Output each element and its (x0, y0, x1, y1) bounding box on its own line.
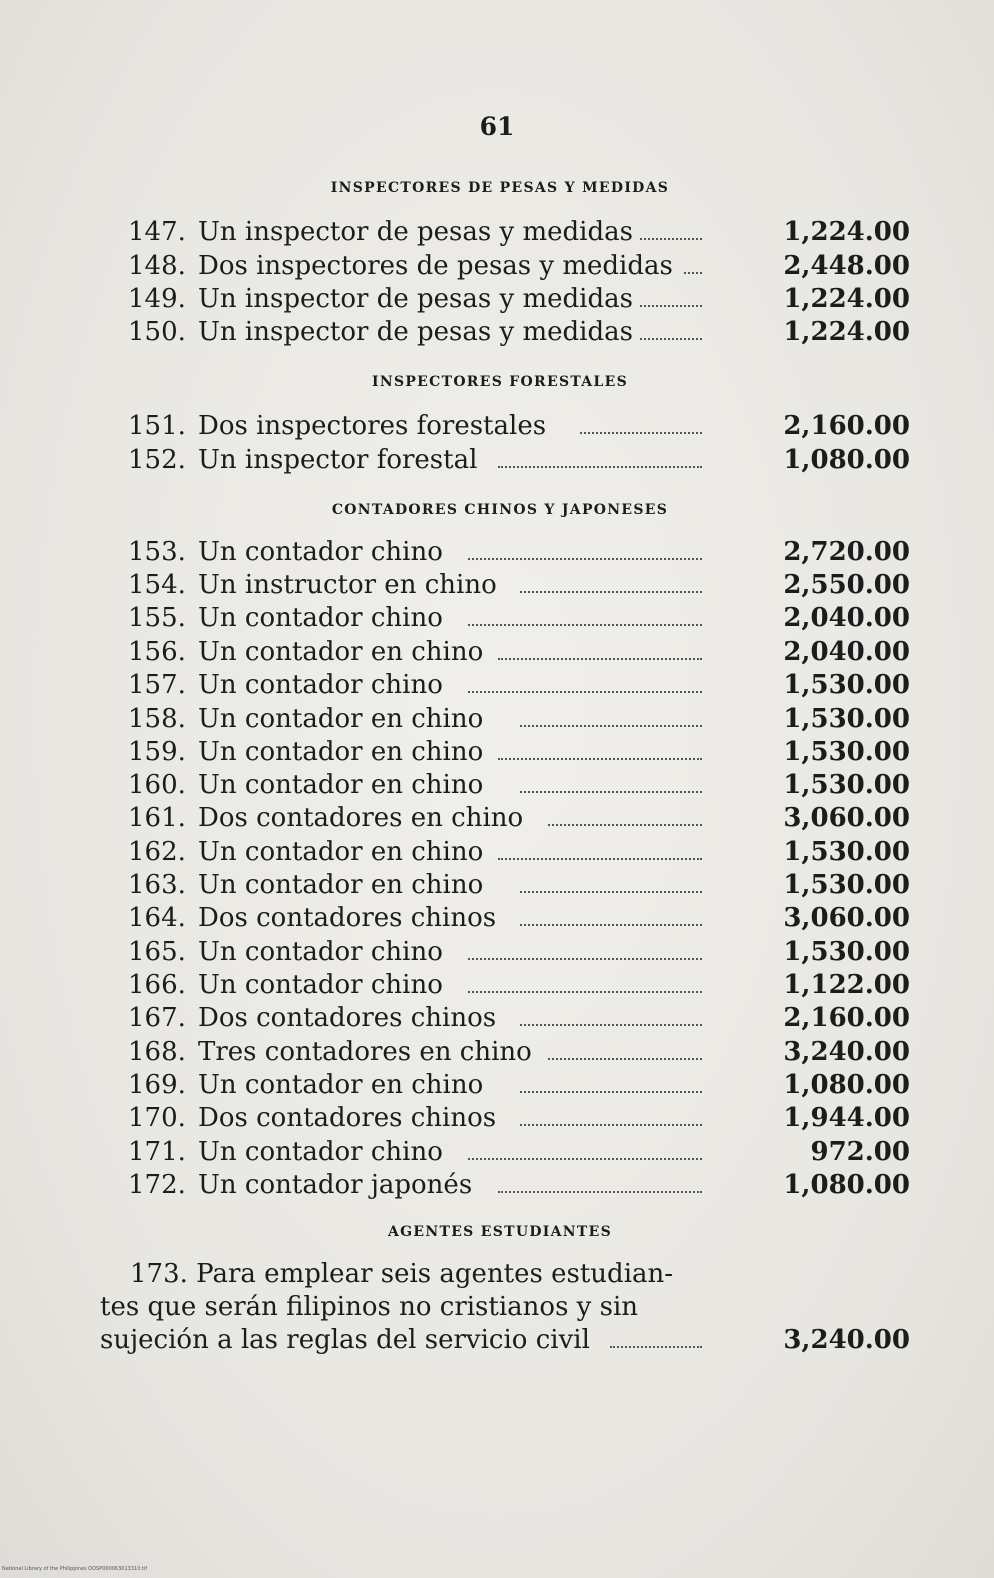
entry-row (128, 802, 910, 835)
section-heading-pesas-medidas: INSPECTORES DE PESAS Y MEDIDAS (330, 180, 670, 196)
entry-amount: 2,448.00 (783, 251, 910, 281)
entry-amount: 1,530.00 (783, 737, 910, 767)
entry-number: 160. (128, 770, 186, 800)
entry-description: Un contador en chino (198, 870, 484, 900)
entry-description: Un contador chino (198, 537, 443, 567)
entry-amount: 1,224.00 (783, 217, 910, 247)
dot-leader (498, 858, 702, 860)
entry-description: Un contador en chino (198, 1070, 484, 1100)
dot-leader (548, 824, 702, 826)
entry-row (128, 602, 910, 635)
dot-leader (468, 991, 702, 993)
paragraph-line: 173. Para emplear seis agentes estudian- (130, 1259, 674, 1289)
dot-leader (468, 958, 702, 960)
entry-row (128, 316, 910, 349)
entry-row (128, 1069, 910, 1102)
dot-leader (468, 558, 702, 560)
entry-number: 151. (128, 411, 186, 441)
dot-leader (640, 238, 702, 240)
dot-leader (610, 1346, 702, 1348)
entry-row (128, 410, 910, 443)
dot-leader (468, 1158, 702, 1160)
dot-leader (498, 758, 702, 760)
entry-amount: 1,224.00 (783, 317, 910, 347)
entry-row (128, 636, 910, 669)
dot-leader (640, 305, 702, 307)
entry-number: 165. (128, 937, 186, 967)
entry-description: Un contador en chino (198, 837, 484, 867)
entry-row (128, 669, 910, 702)
entry-number: 171. (128, 1137, 186, 1167)
entry-amount: 1,080.00 (783, 445, 910, 475)
entry-number: 167. (128, 1003, 186, 1033)
section-heading-forestales: INSPECTORES FORESTALES (372, 374, 628, 390)
entry-number: 157. (128, 670, 186, 700)
dot-leader (520, 791, 702, 793)
entry-amount: 3,060.00 (783, 803, 910, 833)
entry-row (128, 1169, 910, 1202)
entry-description: Un instructor en chino (198, 570, 497, 600)
entry-description: Un contador chino (198, 970, 443, 1000)
entry-row (128, 736, 910, 769)
entry-number: 150. (128, 317, 186, 347)
entry-description: Un contador en chino (198, 737, 484, 767)
entry-description: Un contador japonés (198, 1170, 473, 1200)
entry-description: Un inspector de pesas y medidas (198, 217, 633, 247)
entry-number: 166. (128, 970, 186, 1000)
entry-number: 170. (128, 1103, 186, 1133)
entry-row (128, 1002, 910, 1035)
entry-description: Dos contadores chinos (198, 1003, 497, 1033)
entry-row (128, 936, 910, 969)
entry-number: 149. (128, 284, 186, 314)
section-heading-agentes: AGENTES ESTUDIANTES (387, 1224, 612, 1240)
entry-row (128, 869, 910, 902)
dot-leader (520, 1124, 702, 1126)
entry-description: Un contador chino (198, 603, 443, 633)
entry-number: 147. (128, 217, 186, 247)
entry-description: Un contador en chino (198, 637, 484, 667)
entry-row (128, 569, 910, 602)
paragraph-line: sujeción a las reglas del servicio civil (100, 1325, 590, 1355)
entry-amount: 1,080.00 (783, 1170, 910, 1200)
dot-leader (498, 1191, 702, 1193)
entry-description: Dos inspectores forestales (198, 411, 547, 441)
entry-description: Un inspector forestal (198, 445, 478, 475)
entry-number: 148. (128, 251, 186, 281)
dot-leader (498, 466, 702, 468)
entry-row (128, 216, 910, 249)
dot-leader (520, 1091, 702, 1093)
entry-amount: 1,530.00 (783, 670, 910, 700)
entry-row (128, 250, 910, 283)
paragraph-line: tes que serán filipinos no cristianos y sin (100, 1292, 639, 1322)
entry-number: 164. (128, 903, 186, 933)
entry-description: Un contador chino (198, 1137, 443, 1167)
entry-amount: 2,550.00 (783, 570, 910, 600)
page-number: 61 (479, 112, 515, 141)
dot-leader (498, 658, 702, 660)
entry-row (128, 969, 910, 1002)
entry-description: Un contador chino (198, 670, 443, 700)
entry-number: 158. (128, 704, 186, 734)
entry-amount: 1,530.00 (783, 870, 910, 900)
dot-leader (684, 272, 702, 274)
entry-description: Un inspector de pesas y medidas (198, 317, 633, 347)
dot-leader (548, 1058, 702, 1060)
entry-number: 161. (128, 803, 186, 833)
dot-leader (520, 725, 702, 727)
entry-row (128, 769, 910, 802)
entry-description: Un contador en chino (198, 770, 484, 800)
entry-number: 172. (128, 1170, 186, 1200)
entry-description: Tres contadores en chino (198, 1037, 532, 1067)
entry-number: 156. (128, 637, 186, 667)
entry-amount: 1,122.00 (783, 970, 910, 1000)
entry-number: 152. (128, 445, 186, 475)
entry-amount: 2,160.00 (783, 1003, 910, 1033)
dot-leader (520, 924, 702, 926)
entry-number: 154. (128, 570, 186, 600)
entry-amount: 1,530.00 (783, 704, 910, 734)
entry-amount: 1,530.00 (783, 770, 910, 800)
entry-description: Dos contadores chinos (198, 1103, 497, 1133)
entry-description: Un inspector de pesas y medidas (198, 284, 633, 314)
entry-row (128, 536, 910, 569)
entry-description: Un contador en chino (198, 704, 484, 734)
entry-number: 169. (128, 1070, 186, 1100)
dot-leader (580, 432, 702, 434)
entry-amount: 1,224.00 (783, 284, 910, 314)
entry-amount: 3,240.00 (783, 1325, 910, 1355)
entry-row (128, 1136, 910, 1169)
dot-leader (520, 1024, 702, 1026)
entry-amount: 972.00 (810, 1137, 910, 1167)
entry-amount: 1,530.00 (783, 937, 910, 967)
entry-description: Dos inspectores de pesas y medidas (198, 251, 673, 281)
entry-description: Dos contadores en chino (198, 803, 524, 833)
dot-leader (640, 338, 702, 340)
footer-caption: National Library of the Philippines DOSP000063013310.tif (2, 1566, 148, 1572)
dot-leader (520, 591, 702, 593)
entry-description: Dos contadores chinos (198, 903, 497, 933)
entry-row (128, 703, 910, 736)
entry-row (128, 1102, 910, 1135)
entry-description: Un contador chino (198, 937, 443, 967)
entry-row (128, 1036, 910, 1069)
entry-amount: 2,720.00 (783, 537, 910, 567)
entry-number: 155. (128, 603, 186, 633)
entry-amount: 2,160.00 (783, 411, 910, 441)
section-heading-contadores: CONTADORES CHINOS Y JAPONESES (331, 502, 669, 518)
entry-amount: 1,080.00 (783, 1070, 910, 1100)
entry-row (128, 444, 910, 477)
entry-row (128, 836, 910, 869)
entry-amount: 1,944.00 (783, 1103, 910, 1133)
entry-amount: 2,040.00 (783, 603, 910, 633)
entry-amount: 3,060.00 (783, 903, 910, 933)
dot-leader (468, 691, 702, 693)
entry-row (128, 902, 910, 935)
dot-leader (468, 624, 702, 626)
entry-number: 163. (128, 870, 186, 900)
entry-amount: 2,040.00 (783, 637, 910, 667)
entry-number: 153. (128, 537, 186, 567)
entry-number: 159. (128, 737, 186, 767)
entry-row (128, 283, 910, 316)
entry-amount: 3,240.00 (783, 1037, 910, 1067)
entry-number: 168. (128, 1037, 186, 1067)
dot-leader (520, 891, 702, 893)
entry-number: 162. (128, 837, 186, 867)
entry-amount: 1,530.00 (783, 837, 910, 867)
